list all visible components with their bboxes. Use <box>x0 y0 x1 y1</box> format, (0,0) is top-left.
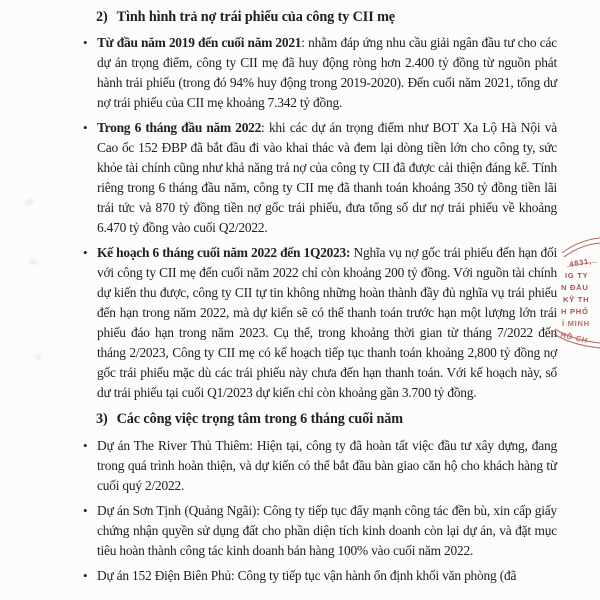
stamp-text-curved: HỒ CH <box>559 330 589 346</box>
bullet-lead: Trong 6 tháng đầu năm 2022 <box>97 120 262 135</box>
bullet-text: : khi các dự án trọng điểm như BOT Xa Lộ Hà Nội và Cao ốc 152 ĐBP đã bắt đầu đi vào khai thác và đem lại dòng tiền lớn cho công ty, sức khỏe tài chính cũng như khả năng trả nợ của công ty CII đã được cải thiện đáng kể. Tính riêng trong 6 tháng đầu năm, công ty CII mẹ đã thanh toán khoảng 350 tỷ đồng tiền lãi trái tức và 870 tỷ đồng tiền nợ gốc trái phiếu, đưa tổng số dư nợ trái phiếu về khoảng 6.470 tỷ đồng vào cuối Q2/2022. <box>97 120 557 235</box>
bullet-item <box>96 33 557 113</box>
section-heading-2 <box>96 7 557 27</box>
scan-smudge <box>29 259 38 265</box>
bullet-item <box>96 501 557 561</box>
bullet-item <box>96 118 557 238</box>
section-heading-3 <box>96 409 557 429</box>
stamp-outer-ring-bottom <box>554 334 600 348</box>
bullet-list-section-2 <box>96 33 557 403</box>
bullet-text: : nhằm đáp ứng nhu cầu giải ngân đầu tư cho các dự án trọng điểm, công ty CII mẹ đã huy động ròng hơn 2.400 tỷ đồng từ nguồn phát hành trái phiếu (trong đó 94% huy động trong 2019-2020). Đến cuối năm 2021, tổng dư nợ trái phiếu của CII mẹ khoảng 7.342 tỷ đồng. <box>97 35 557 110</box>
stamp-text-line: N ĐẦU <box>561 283 589 292</box>
bullet-text: Dự án 152 Điện Biên Phủ: Công ty tiếp tục vận hành ổn định khối văn phòng (đã <box>97 568 517 583</box>
section-title: Các công việc trọng tâm trong 6 tháng cuối năm <box>116 411 403 427</box>
stamp-text-line: H PHỐ <box>561 307 589 316</box>
stamp-text-line: IG TY <box>565 271 589 280</box>
bullet-text: Dự án Sơn Tịnh (Quảng Ngãi): Công ty tiếp tục đẩy mạnh công tác đền bù, xin cấp giấy chứng nhận quyền sử dụng đất cho phần diện tích kinh doanh còn lại dự án, và đặt mục tiêu hoàn thành công tác kinh doanh bán hàng 100% vào cuối năm 2022. <box>97 503 557 558</box>
section-title: Tình hình trả nợ trái phiếu của công ty CII mẹ <box>116 9 395 25</box>
stamp-inner-ring-top <box>564 243 600 257</box>
scan-smudge <box>34 355 43 360</box>
section-number: 3) <box>96 411 108 427</box>
bullet-lead: Từ đầu năm 2019 đến cuối năm 2021 <box>97 35 302 50</box>
bullet-text: Nghĩa vụ nợ gốc trái phiếu đến hạn đối với công ty CII mẹ đến cuối năm 2022 chỉ còn khoảng 200 tỷ đồng. Với nguồn tài chính dự kiến thu được, công ty CII tự tin không những hoàn thành đầy đủ nghĩa vụ trái phiếu đến hạn trong năm 2022, mà dự kiến sẽ có thể thanh toán trước hạn một lượng lớn trái phiếu đáo hạn trong năm 2023. Cụ thể, trong khoảng thời gian từ tháng 7/2022 đến tháng 2/2023, Công ty CII mẹ có kế hoạch tiếp tục thanh toán khoảng 2,800 tỷ đồng nợ gốc trái phiếu mặc dù các trái phiếu này chưa đến hạn thanh toán. Với kế hoạch này, số dư trái phiếu tại cuối Q1/2023 dự kiến chỉ còn khoảng gần 3.700 tỷ đồng. <box>97 245 557 400</box>
bullet-item <box>96 243 557 403</box>
stamp-text-line: KỸ TH <box>563 295 590 304</box>
bullet-item <box>96 436 557 496</box>
bullet-item <box>96 566 557 586</box>
bullet-lead: Kế hoạch 6 tháng cuối năm 2022 đến 1Q2023: <box>97 245 351 260</box>
document-body <box>96 7 557 591</box>
company-stamp-icon <box>554 236 600 350</box>
bullet-list-section-3 <box>96 436 557 586</box>
stamp-divider-line <box>567 262 597 267</box>
bullet-text: Dự án The River Thủ Thiêm: Hiện tại, công ty đã hoàn tất việc đầu tư xây dựng, đang trong quá trình hoàn thiện, và dự kiến có thể bắt đầu bàn giao căn hộ cho khách hàng từ cuối quý 2/2022. <box>97 438 557 493</box>
stamp-text-number: 4831, <box>568 256 593 269</box>
stamp-outer-ring-top <box>562 238 600 253</box>
stamp-inner-ring-bottom <box>555 329 600 346</box>
section-number: 2) <box>96 9 108 25</box>
stamp-text-line: Í MINH <box>562 319 590 328</box>
scan-smudge <box>24 198 35 206</box>
